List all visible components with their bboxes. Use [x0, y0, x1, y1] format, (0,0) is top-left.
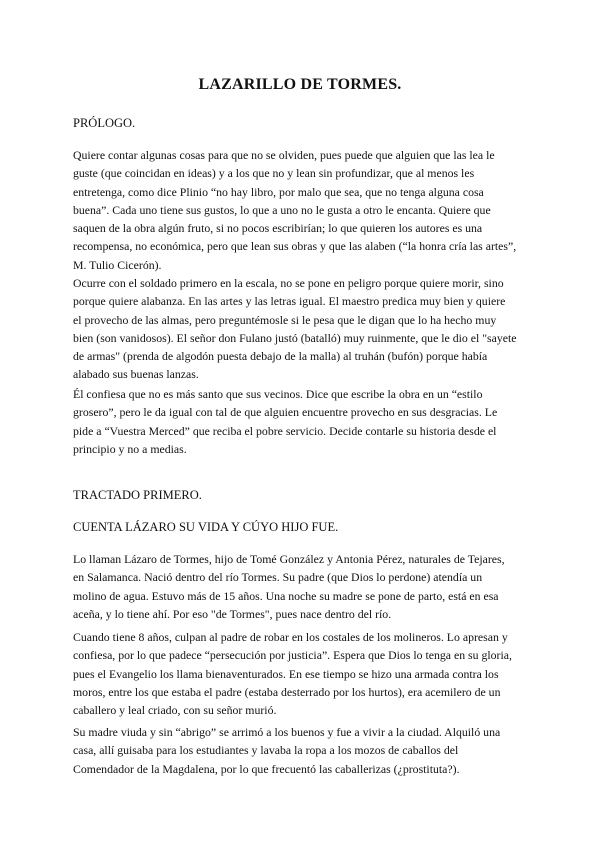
text-line: Él confiesa que no es más santo que sus vecinos. Dice que escribe la obra en un “estilo	[73, 387, 483, 401]
text-line: Su madre viuda y sin “abrigo” se arrimó a los buenos y fue a vivir a la ciudad. Alquiló una	[73, 725, 501, 739]
text-line: de armas" (prenda de algodón puesta debajo de la malla) al truhán (bufón) porque había	[73, 349, 488, 364]
text-line: buena”. Cada uno tiene sus gustos, lo que a uno no le gusta a otro le encanta. Quiere que	[73, 202, 491, 217]
text-line: Ocurre con el soldado primero en la escala, no se pone en peligro porque quiere morir, sino	[73, 276, 504, 290]
prologo-paragraph-3	[73, 385, 543, 458]
text-line: Quiere contar algunas cosas para que no se olviden, pues puede que alguien que las lea le	[73, 148, 495, 162]
text-line: principio y no a medias.	[73, 441, 187, 456]
text-line: entretenga, como dice Plinio “no hay libro, por malo que sea, que no tenga alguna cosa	[73, 184, 484, 199]
text-line: recompensa, no económica, pero que lean sus obras y que las alaben (“la honra cría las artes”,	[73, 239, 517, 254]
text-line: M. Tulio Cicerón).	[73, 257, 162, 272]
text-line: guste (que coincidan en ideas) y a los que no y lean sin profundizar, que al menos les	[73, 166, 475, 181]
text-line: Cuando tiene 8 años, culpan al padre de robar en los costales de los molineros. Lo apresan y	[73, 630, 508, 644]
text-line: moros, entre los que estaba el padre (estaba desterrado por los hurtos), era acemilero de un	[73, 684, 501, 699]
text-line: saquen de la obra algún fruto, si no pocos escribirían; lo que quieren los autores es una	[73, 221, 483, 236]
tractado-paragraph-2	[73, 628, 543, 719]
text-line: molino de agua. Estuvo más de 15 años. Una noche su madre se pone de parto, está en esa	[73, 588, 499, 603]
tractado-subheading: CUENTA LÁZARO SU VIDA Y CÚYO HIJO FUE.	[73, 520, 339, 534]
text-line: pues el Evangelio los llama bienaventurados. En ese tiempo se hizo una armada contra los	[73, 666, 499, 681]
text-line: pide a “Vuestra Merced” que reciba el pobre servicio. Decide contarle su historia desde el	[73, 423, 497, 438]
document-title: LAZARILLO DE TORMES.	[198, 76, 402, 93]
text-line: alabado sus buenas lanzas.	[73, 367, 199, 382]
tractado-paragraph-1	[73, 550, 543, 623]
text-line: en Salamanca. Nació dentro del río Tormes. Su padre (que Dios lo perdone) atendía un	[73, 570, 483, 585]
text-line: aceña, y lo tiene ahí. Por eso "de Tormes", pues nace dentro del río.	[73, 606, 392, 621]
text-line: confiesa, por lo que padece “persecución por justicia”. Espera que Dios lo tenga en su gloria,	[73, 648, 512, 663]
text-line: grosero”, pero le da igual con tal de que alguien encuentre provecho en sus desgracias. Le	[73, 405, 498, 420]
prologo-paragraph-2	[73, 274, 543, 384]
tractado-paragraph-3	[73, 723, 543, 778]
prologo-paragraph-1	[73, 146, 543, 274]
text-line: Comendador de la Magdalena, por lo que frecuentó las caballerizas (¿prostituta?).	[73, 761, 460, 776]
text-line: porque quiere alabanza. En las artes y las letras igual. El maestro predica muy bien y quiere	[73, 294, 506, 309]
text-line: Lo llaman Lázaro de Tormes, hijo de Tomé González y Antonia Pérez, naturales de Tejares,	[73, 552, 505, 566]
text-line: bien (son vanidosos). El señor don Fulano justó (batalló) muy ruinmente, que le dio el "sayete	[73, 330, 517, 345]
prologo-heading: PRÓLOGO.	[73, 116, 136, 130]
tractado-heading: TRACTADO PRIMERO.	[73, 488, 202, 502]
text-line: casa, allí guisaba para los estudiantes y lavaba la ropa a los mozos de caballos del	[73, 743, 459, 758]
text-line: el provecho de las almas, pero preguntémosle si le pesa que le digan que lo ha hecho muy	[73, 312, 497, 327]
text-line: caballero y leal criado, con su señor murió.	[73, 703, 277, 718]
